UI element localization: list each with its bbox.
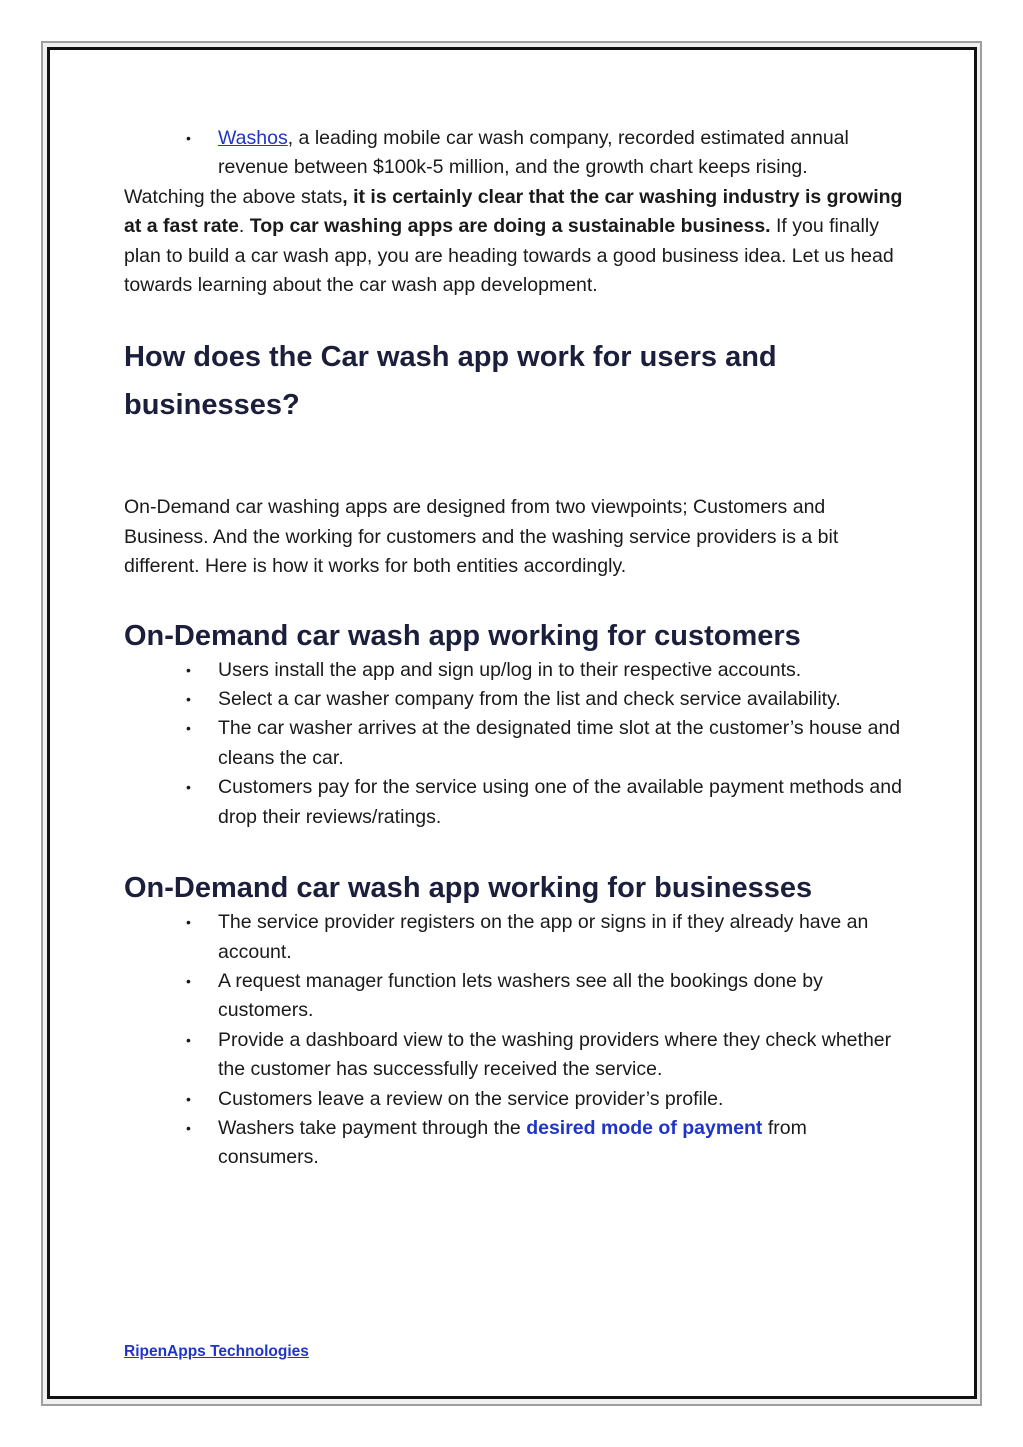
- bullet-icon: •: [186, 972, 191, 989]
- document-content: [124, 124, 904, 1173]
- heading-businesses: On-Demand car wash app working for businesses: [124, 872, 813, 905]
- list-item-text: The car washer arrives at the designated time slot at the customer’s house and cleans the car.: [218, 717, 901, 769]
- customers-list: [124, 656, 904, 832]
- intro-bullet-list: [124, 124, 904, 183]
- list-item-text: Select a car washer company from the list and check service availability.: [218, 688, 841, 711]
- list-item: [124, 773, 904, 832]
- bullet-icon: •: [186, 1090, 191, 1107]
- bullet-icon: •: [186, 720, 191, 737]
- list-item: [124, 656, 904, 685]
- bullet-icon: •: [186, 691, 191, 708]
- bullet-icon: •: [186, 130, 191, 146]
- footer-company-link[interactable]: RipenApps Technologies: [124, 1343, 309, 1360]
- payment-mode-link[interactable]: desired mode of payment: [526, 1116, 763, 1139]
- summary-text-1: Watching the above stats: [124, 185, 343, 208]
- list-item-text: A request manager function lets washers see all the bookings done by customers.: [218, 969, 823, 1022]
- bullet-icon: •: [186, 1031, 191, 1048]
- bullet-icon: •: [186, 661, 191, 678]
- washos-link[interactable]: Washos: [218, 127, 288, 149]
- summary-text-2: .: [238, 215, 250, 238]
- bullet-icon: •: [186, 779, 191, 796]
- list-item: [124, 124, 904, 183]
- summary-bold-1: , it is certainly clear that the car washing industry is growing at a fast rate: [124, 185, 903, 238]
- bullet-icon: •: [186, 1119, 191, 1136]
- list-item: [124, 1114, 904, 1173]
- summary-paragraph: [124, 183, 904, 301]
- list-item-text: Provide a dashboard view to the washing providers where they check whether the customer has successfully received the service.: [218, 1028, 892, 1081]
- summary-text-3: If you finally plan to build a car wash app, you are heading towards a good business idea. Let us head towards learning about the car wash app development.: [124, 215, 894, 297]
- list-item-text: Users install the app and sign up/log in to their respective accounts.: [218, 658, 802, 681]
- list-item: [124, 685, 904, 714]
- list-item: [124, 967, 904, 1026]
- list-item: [124, 1026, 904, 1085]
- list-item: [124, 1085, 904, 1114]
- bullet-icon: •: [186, 914, 191, 931]
- list-item: [124, 714, 904, 773]
- heading-how-it-works: How does the Car wash app work for users and businesses?: [124, 341, 777, 422]
- list-item-text: The service provider registers on the app or signs in if they already have an account.: [218, 911, 869, 963]
- summary-bold-2: Top car washing apps are doing a sustainable business.: [249, 215, 771, 238]
- list-item-text-after: from consumers.: [218, 1116, 807, 1169]
- heading-customers: On-Demand car wash app working for customers: [124, 619, 801, 652]
- list-item: [124, 908, 904, 967]
- list-item-text: Customers pay for the service using one of the available payment methods and drop their reviews/ratings.: [218, 776, 902, 828]
- list-item-text: Customers leave a review on the service provider’s profile.: [218, 1087, 724, 1110]
- list-item-text-before: Washers take payment through the: [218, 1116, 527, 1139]
- businesses-list: [124, 908, 904, 1173]
- intro-bullet-text: , a leading mobile car wash company, recorded estimated annual revenue between $100k-5 million, and the growth chart keeps rising.: [218, 127, 849, 179]
- viewpoints-paragraph: On-Demand car washing apps are designed from two viewpoints; Customers and Business. And the working for customers and the washing service providers is a bit different. Here is how it works for both entities accordingly.: [124, 496, 839, 578]
